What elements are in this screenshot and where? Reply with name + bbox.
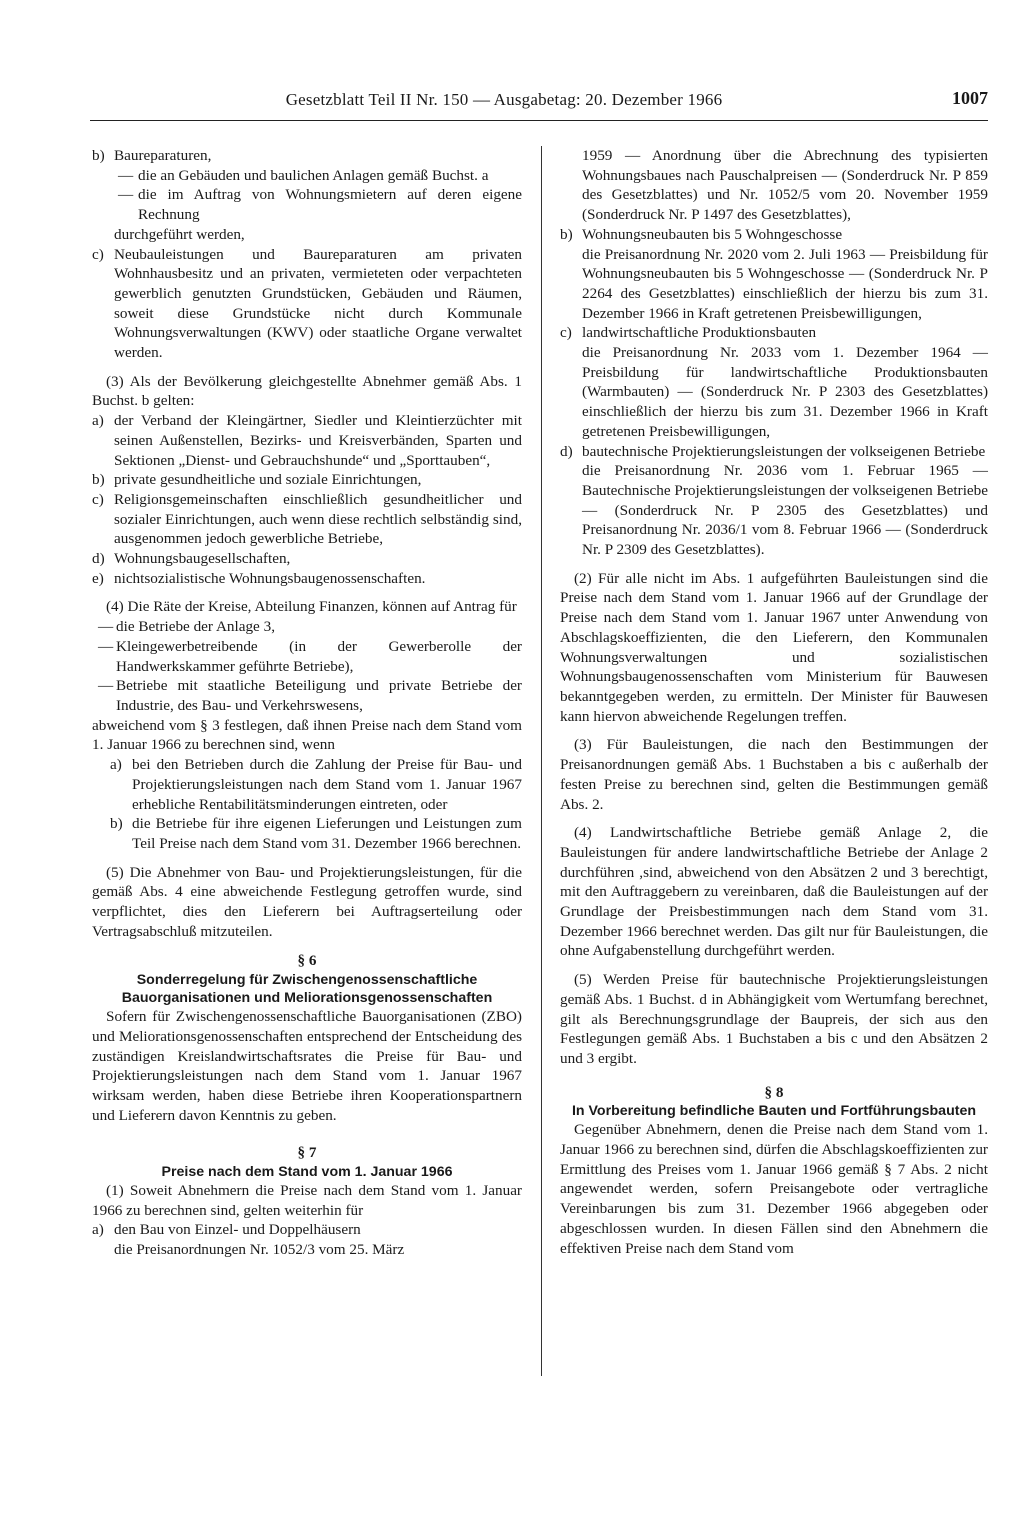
paragraph-4-intro: (4) Die Räte der Kreise, Abteilung Finanzen, können auf Antrag für [106,598,517,616]
paragraph-3-intro: (3) Als der Bevölkerung gleichgestellte Abnehmer gemäß Abs. 1 Buchst. b gelten: [92,372,522,410]
section-8-text: Gegenüber Abnehmern, denen die Preise nach dem Stand vom 1. Januar 1966 zu berechnen sind, dürfen die Abschlagskoeffizienten zur Ermittlung des Preises vom 1. Januar 1966 gemäß § 7 Abs. 2 nicht angewendet werden, sofern Preisangebote oder vertragliche Vereinbarungen bis zum 31. Dezember 1966 abgegeben oder abgeschlossen wurden. In diesen Fällen sind den Abnehmern die effektiven Preise nach dem Stand vom [560,1121,988,1257]
list-item [92,470,522,490]
dash-item [92,676,522,715]
item-title: landwirtschaftliche Produktionsbauten [582,324,817,342]
page-number: 1007 [952,88,988,108]
dash-label: — [118,166,134,184]
list-item [560,442,988,560]
item-text: Baureparaturen, [114,147,212,164]
page-header [90,86,988,121]
list-item [560,323,988,441]
item-label: b) [92,471,105,489]
item-title: Wohnungsneubauten bis 5 Wohngeschosse [582,225,843,243]
paragraph-5: (5) Die Abnehmer von Bau- und Projektierungsleistungen, für die gemäß Abs. 4 eine abweichende Festlegung getroffen wurde, sind verpflichtet, dies den Lieferern bei Auftragserteilung oder Vertragsabschluß mitzuteilen. [92,863,522,940]
item-label: c) [560,324,572,342]
item-tail: durchgeführt werden, [114,225,245,243]
dash-label: — [98,637,114,655]
dash-item [92,637,522,676]
item-text: den Bau von Einzel- und Doppelhäusern [114,1221,361,1239]
header-title: Gesetzblatt Teil II Nr. 150 — Ausgabetag: 20. Dezember 1966 [285,90,723,109]
item-label: c) [92,490,104,508]
right-column [560,146,988,1258]
item-text: der Verband der Kleingärtner, Siedler und Kleintierzüchter mit seinen Außenstellen, Bezirks- und Kreisverbänden, Sparten und Sektionen „Dienst- und Gebrauchshunde“ und „Sporttauben“, [114,412,522,469]
item-text: private gesundheitliche und soziale Einrichtungen, [114,471,422,489]
item-text: die Preisanordnung Nr. 2020 vom 2. Juli 1963 — Preisbildung für Wohnungsneubauten bis 5 Wohngeschosse — (Sonderdruck Nr. P 2264 des Gesetzblattes) einschließlich der hierzu bis zum 31. Dezember 1966 in Kraft getretenen Preisbewilligungen, [582,245,988,322]
item-label: b) [560,225,573,243]
dash-label: — [98,618,114,636]
dash-item [92,185,522,224]
section-7-paragraph-1: (1) Soweit Abnehmern die Preise nach dem Stand vom 1. Januar 1966 zu berechnen sind, gelten weiterhin für [92,1182,522,1219]
section-6-number: § 6 [297,952,317,970]
dash-text: die an Gebäuden und baulichen Anlagen gemäß Buchst. a [138,166,489,184]
dash-text: die im Auftrag von Wohnungsmietern auf deren eigene Rechnung [138,186,522,224]
paragraph-5: (5) Werden Preise für bautechnische Projektierungsleistungen gemäß Abs. 1 Buchst. d in Abhängigkeit vom Wertumfang berechnet, gilt als Berechnungsgrundlage der Baupreis, der sich aus den Festlegungen gemäß Abs. 1 Buchstaben a bis c und den Absätzen 2 und 3 ergibt. [560,971,988,1067]
item-text: die Betriebe für ihre eigenen Lieferungen und Leistungen zum Teil Preise nach dem Stand vom 31. Dezember 1966 berechnen. [132,815,522,852]
column-divider [541,146,542,1376]
list-item [560,225,988,324]
item-label: b) [110,815,123,833]
paragraph-2: (2) Für alle nicht im Abs. 1 aufgeführten Bauleistungen sind die Preise nach dem Stand vom 1. Januar 1966 auf der Grundlage der Preise nach dem Stand vom 1. Januar 1967 unter Anwendung von Abschlagskoeffizienten, die den Lieferern, den Kommunalen Wohnungsverwaltungen und sozialistischen Wohnungsbaugenossenschaften vom Ministerium für Bauwesen bekanntgegeben werden, zu ermitteln. Der Minister für Bauwesen kann hiervon abweichende Regelungen treffen. [560,569,988,725]
section-7-number: § 7 [297,1144,317,1162]
item-text: die Preisanordnung Nr. 2036 vom 1. Februar 1965 — Bautechnische Projektierungsleistungen der volkseigenen Betriebe — (Sonderdruck Nr. P 2305 des Gesetzblattes) und Preisanordnung Nr. 2036/1 vom 8. Februar 1966 — (Sonderdruck Nr. P 2309 des Gesetzblattes). [582,462,988,559]
item-label: d) [92,550,105,568]
dash-label: — [98,677,114,695]
list-item [92,814,522,853]
item-label: a) [110,756,122,774]
item-label: c) [92,245,104,263]
item-text: Religionsgemeinschaften einschließlich gesundheitlicher und sozialer Einrichtungen, auch wenn diese rechtlich selbständig sind, ausgenommen jedoch gewerbliche Betriebe, [114,490,522,548]
item-text: bei den Betrieben durch die Zahlung der Preise für Bau- und Projektierungsleistungen nach dem Stand vom 1. Januar 1967 erhebliche Rentabilitätsminderungen eintreten, oder [132,756,522,813]
item-label: b) [92,147,105,164]
section-6-heading: Sonderregelung für Zwischengenossenschaftliche Bauorganisationen und Meliorationsgenossenschaften [121,972,493,1007]
list-item [92,411,522,470]
dash-item [92,166,522,186]
section-8-heading: In Vorbereitung befindliche Bauten und Fortführungsbauten [571,1103,977,1120]
paragraph-3: (3) Für Bauleistungen, die nach den Bestimmungen der Preisanordnungen gemäß Abs. 1 Buchstaben a bis c außerhalb der festen Preise zu berechnen sind, gelten die Bestimmungen gemäß Abs. 2. [560,736,988,813]
section-8-number: § 8 [764,1083,784,1101]
left-column [92,146,522,1260]
list-item [92,755,522,814]
item-label: a) [92,1221,104,1239]
dash-item [92,617,522,637]
list-item [92,569,522,589]
paragraph-4-continuation: abweichend vom § 3 festlegen, daß ihnen Preise nach dem Stand vom 1. Januar 1966 zu berechnen sind, wenn [92,716,522,754]
list-item [92,490,522,549]
item-text: Neubauleistungen und Baureparaturen am privaten Wohnhausbesitz und an privaten, vermieteten oder verpachteten gewerblich genutzten Grundstücken, Gebäuden und Räumen, soweit diese Grundstücke nicht durch Kommunale Wohnungsverwaltungen (KWV) oder staatliche Organe verwaltet werden. [114,245,522,362]
section-6-text: Sofern für Zwischengenossenschaftliche Bauorganisationen (ZBO) und Meliorationsgenossenschaften entsprechend der Entscheidung des zuständigen Kreislandwirtschaftsrates die Preise für Bau- und Projektierungsleistungen nach dem Stand vom 1. Januar 1967 wirksam werden, haben diese Betriebe ihren Kooperationspartnern und Lieferern davon Kenntnis zu geben. [92,1008,522,1124]
item-text: Wohnungsbaugesellschaften, [114,550,291,568]
continuation-text: 1959 — Anordnung über die Abrechnung des typisierten Wohnungsbaues nach Pauschalpreisen — (Sonderdruck Nr. P 859 des Gesetzblattes) und Nr. 1052/5 vom 20. November 1959 (Sonderdruck Nr. P 1497 des Gesetzblattes), [582,147,988,224]
item-text: die Preisanordnung Nr. 2033 vom 1. Dezember 1964 — Preisbildung für landwirtschaftliche Produktionsbauten (Warmbauten) — (Sonderdruck Nr. P 2303 des Gesetzblattes) einschließlich der hierzu bis zum 31. Dezember 1966 in Kraft getretenen Preisbewilligungen, [582,344,988,440]
paragraph-4: (4) Landwirtschaftliche Betriebe gemäß Anlage 2, die Bauleistungen für andere landwirtschaftliche Betriebe der Anlage 2 durchführen ,sind, abweichend von den Absätzen 2 und 3 berechtigt, mit den Auftraggebern zu vereinbaren, daß die Bauleistungen auf der Grundlage der Preisbestimmungen nach dem Stand vom 31. Dezember 1966 berechnet werden. Das gilt nur für Bauleistungen, die ohne Aufgabenstellung durchgeführt werden. [560,824,988,960]
dash-text: die Betriebe der Anlage 3, [116,618,275,636]
item-label: a) [92,412,104,430]
list-item-b [92,146,522,166]
section-7-heading: Preise nach dem Stand vom 1. Januar 1966 [161,1164,453,1181]
dash-label: — [118,186,134,204]
list-item-c [92,245,522,363]
item-text: nichtsozialistische Wohnungsbaugenossenschaften. [114,569,426,587]
item-label: e) [92,569,104,587]
list-item [92,549,522,569]
item-title: bautechnische Projektierungsleistungen der volkseigenen Betriebe [582,442,986,460]
dash-text: Betriebe mit staatliche Beteiligung und private Betriebe der Industrie, des Bau- und Verkehrswesens, [116,677,522,714]
list-item [92,1220,522,1240]
dash-text: Kleingewerbetreibende (in der Gewerberolle der Handwerkskammer geführte Betriebe), [116,637,522,675]
item-continuation: die Preisanordnungen Nr. 1052/3 vom 25. März [114,1241,405,1259]
item-label: d) [560,442,573,460]
